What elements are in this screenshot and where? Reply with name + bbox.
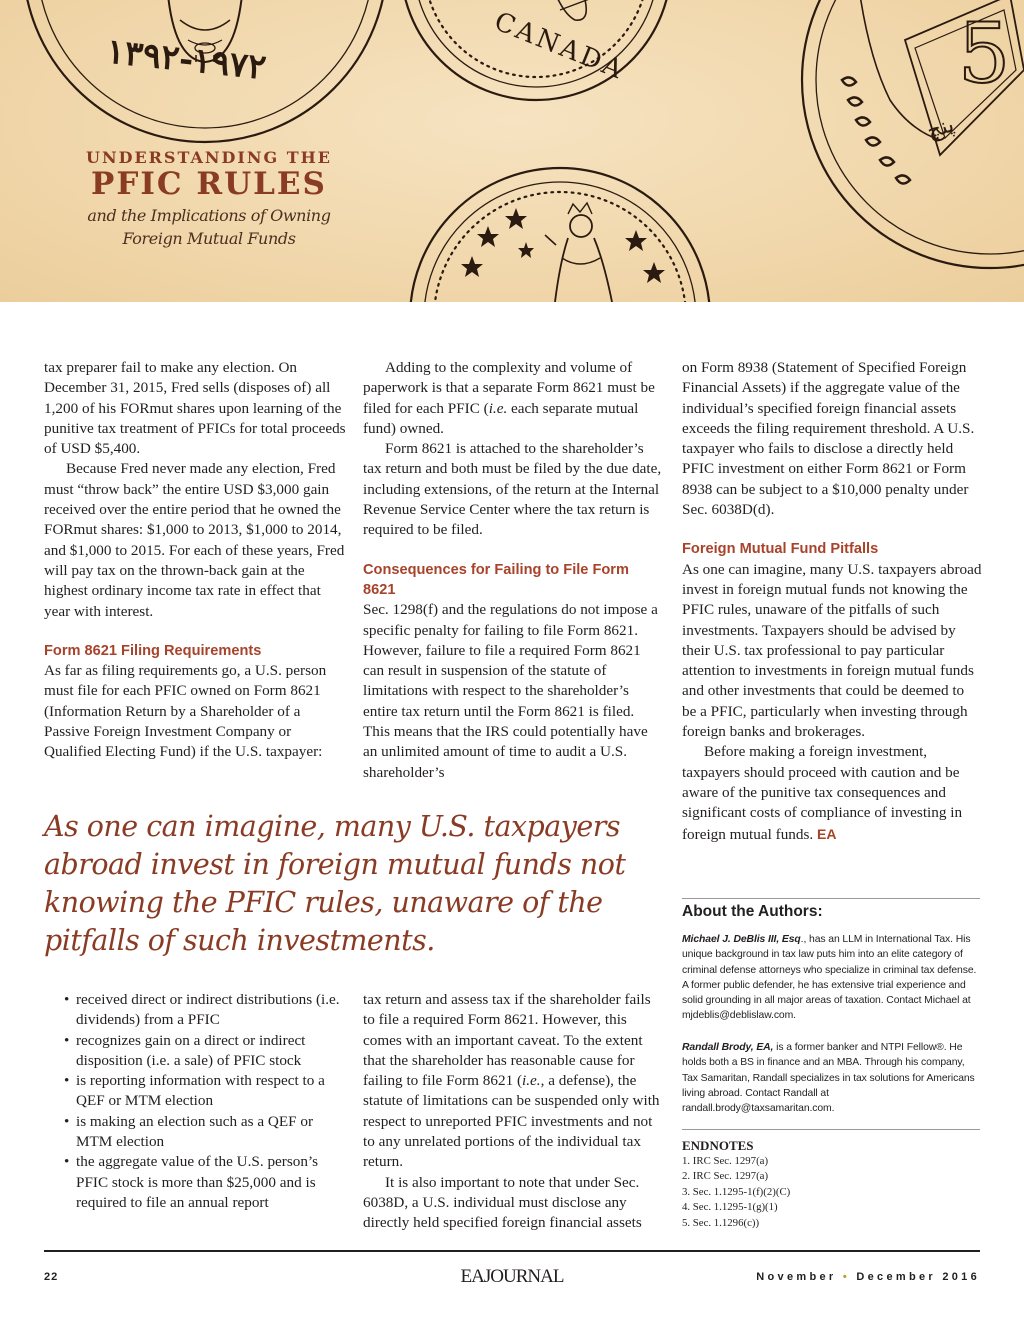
title-kicker: UNDERSTANDING THE: [85, 148, 332, 167]
author-bio-deblis: Michael J. DeBlis III, Esq., has an LLM in International Tax. His unique background in tax law puts him into an elite category of criminal defense attorneys who specialize in criminal tax defense. A former public defender, he has extensive trial experience and solid grounding in all major areas of taxation. Contact Michael at mjdeblis@deblislaw.com.: [682, 934, 977, 1022]
issue-date: November • December 2016: [756, 1271, 980, 1283]
col1-paragraph-2: Because Fred never made any election, Fred must “throw back” the entire USD $3,000 gain received over the entire period that he owned the FORmut shares: $1,000 to 2013, $1,000 to 2014, and $1,000 to 2015. For each of these years, Fred will pay tax on the thrown-back gain at the highest ordinary income tax rate in effect that year with interest.: [44, 460, 345, 620]
col3-paragraph-3: Before making a foreign investment, taxpayers should proceed with caution and be aware of the punitive tax consequences and significant costs of compliance of investing in foreign mutual funds. EA: [682, 743, 963, 843]
page-number: 22: [44, 1271, 59, 1283]
list-item: 2. IRC Sec. 1297(a): [682, 1170, 769, 1183]
logo-name: JOURNAL: [483, 1266, 564, 1287]
endnotes-list: [682, 1154, 790, 1231]
right-coin-denomination: 5: [958, 7, 1011, 102]
heading-pitfalls: Foreign Mutual Fund Pitfalls: [682, 541, 879, 558]
list-item: • recognizes gain on a direct or indirect disposition (i.e. a sale) of PFIC stock: [44, 1031, 346, 1072]
author-bio-brody: Randall Brody, EA, is a former banker and NTPI Fellow®. He holds both a BS in finance and an MBA. Through his company, Tax Samaritan, Randall specializes in tax solutions for Americans living abroad. Contact Randall at randall.brody@taxsamaritan.com.: [682, 1042, 975, 1115]
list-item: 1. IRC Sec. 1297(a): [682, 1155, 769, 1167]
end-mark: EA: [816, 825, 837, 842]
col2b-paragraph-1: tax return and assess tax if the shareholder fails to file a required Form 8621. However, this comes with an important caveat. To the extent that the shareholder has reasonable cause for failing to file Form 8621 (i.e., a defense), the statute of limitations can be suspended only with respect to unreported PFIC investments and not to any unrelated portions of the individual tax return.: [363, 991, 660, 1171]
about-heading: About the Authors:: [682, 903, 823, 920]
list-item: 5. Sec. 1.1296(c)): [682, 1216, 760, 1229]
subtitle-line-1: and the Implications of Owning: [87, 206, 331, 225]
ornament-icon: [842, 77, 910, 183]
column-1: [44, 358, 346, 763]
col3-paragraph-1: on Form 8938 (Statement of Specified Foreign Financial Assets) if the aggregate value of the individual’s specified foreign financial assets exceeds the filing requirement threshold. A U.S. taxpayer who fails to disclose a directly held PFIC investment on either Form 8621 or Form 8938 can be subject to a $10,000 penalty under Sec. 6038D(d).: [682, 359, 975, 519]
article-title: PFIC RULES: [91, 166, 327, 202]
left-coin-date: ١٩٧٢-١٣٩٢: [104, 31, 269, 89]
right-coin-script: پنچ: [923, 112, 958, 145]
col2-paragraph-3: Sec. 1298(f) and the regulations do not impose a specific penalty for failing to file Form 8621. However, failure to file a required Form 8621 can result in suspension of the statute of limitations with respect to the shareholder’s entire tax return until the Form 8621 is filed. This means that the IRS could potentially have an unlimited amount of time to audit a U.S. shareholder’s: [363, 601, 658, 781]
column-2-continued: [363, 990, 663, 1234]
subtitle-line-2: Foreign Mutual Funds: [122, 229, 296, 248]
endnotes-divider: [682, 1129, 980, 1130]
separator-dot: •: [842, 1271, 851, 1283]
col1-paragraph-1: tax preparer fail to make any election. On December 31, 2015, Fred sells (disposes of) all 1,200 of his FORmut shares upon learning of the punitive tax treatment of PFICs for total proceeds of USD $5,400.: [44, 359, 346, 458]
footer-rule: [44, 1250, 980, 1252]
list-item: 4. Sec. 1.1295-1(g)(1): [682, 1201, 778, 1214]
journal-logo: [432, 1262, 592, 1288]
requirements-list: [44, 990, 346, 1213]
col1-paragraph-3: As far as filing requirements go, a U.S. person must file for each PFIC owned on Form 8621 (Information Return by a Shareholder of a Passive Foreign Investment Company or Qualified Electing Fund) if the U.S. taxpayer:: [44, 662, 327, 761]
heading-filing-requirements: Form 8621 Filing Requirements: [44, 642, 262, 659]
logo-prefix: EA: [460, 1266, 484, 1287]
heading-consequences: Consequences for Failing to File Form 8621: [363, 561, 629, 598]
list-item: • is reporting information with respect to a QEF or MTM election: [44, 1071, 346, 1112]
column-2: [363, 358, 663, 783]
hero-banner: [0, 0, 1024, 302]
about-divider: [682, 898, 980, 899]
col2-paragraph-2: Form 8621 is attached to the shareholder’s tax return and both must be filed by the due date, including extensions, of the return at the Internal Revenue Service Center where the tax return is required to be filed.: [363, 440, 662, 539]
bottom-coin-icon: [410, 168, 710, 302]
star-icon: [461, 208, 665, 283]
article-subtitle: [44, 204, 374, 250]
column-3: [682, 358, 982, 845]
pull-quote: As one can imagine, many U.S. taxpayers abroad invest in foreign mutual funds not knowing the PFIC rules, unaware of the pitfalls of such investments.: [44, 810, 626, 957]
canada-coin-label: CANADA: [489, 6, 629, 87]
endnotes-heading: ENDNOTES: [682, 1138, 754, 1153]
article-title-block: [44, 148, 374, 250]
list-item: • is making an election such as a QEF or MTM election: [44, 1112, 346, 1153]
list-item: • the aggregate value of the U.S. person’s PFIC stock is more than $25,000 and is required to file an annual report: [44, 1152, 346, 1213]
col3-paragraph-2: As one can imagine, many U.S. taxpayers abroad invest in foreign mutual funds not knowing the PFIC rules, unaware of the pitfalls of such investments. Taxpayers should be advised by their U.S. tax professional to pay particular attention to investments in foreign mutual funds and other investments that could be deemed to be a PFIC, particularly when investing through foreign banks and brokerages.: [682, 560, 982, 741]
col2-paragraph-1: Adding to the complexity and volume of paperwork is that a separate Form 8621 must be filed for each PFIC (i.e. each separate mutual fund) owned.: [363, 359, 655, 437]
list-item: • received direct or indirect distributions (i.e. dividends) from a PFIC: [44, 990, 346, 1031]
col2b-paragraph-2: It is also important to note that under Sec. 6038D, a U.S. individual must disclose any directly held specified foreign financial assets: [363, 1173, 642, 1232]
list-item: 3. Sec. 1.1295-1(f)(2)(C): [682, 1185, 791, 1198]
